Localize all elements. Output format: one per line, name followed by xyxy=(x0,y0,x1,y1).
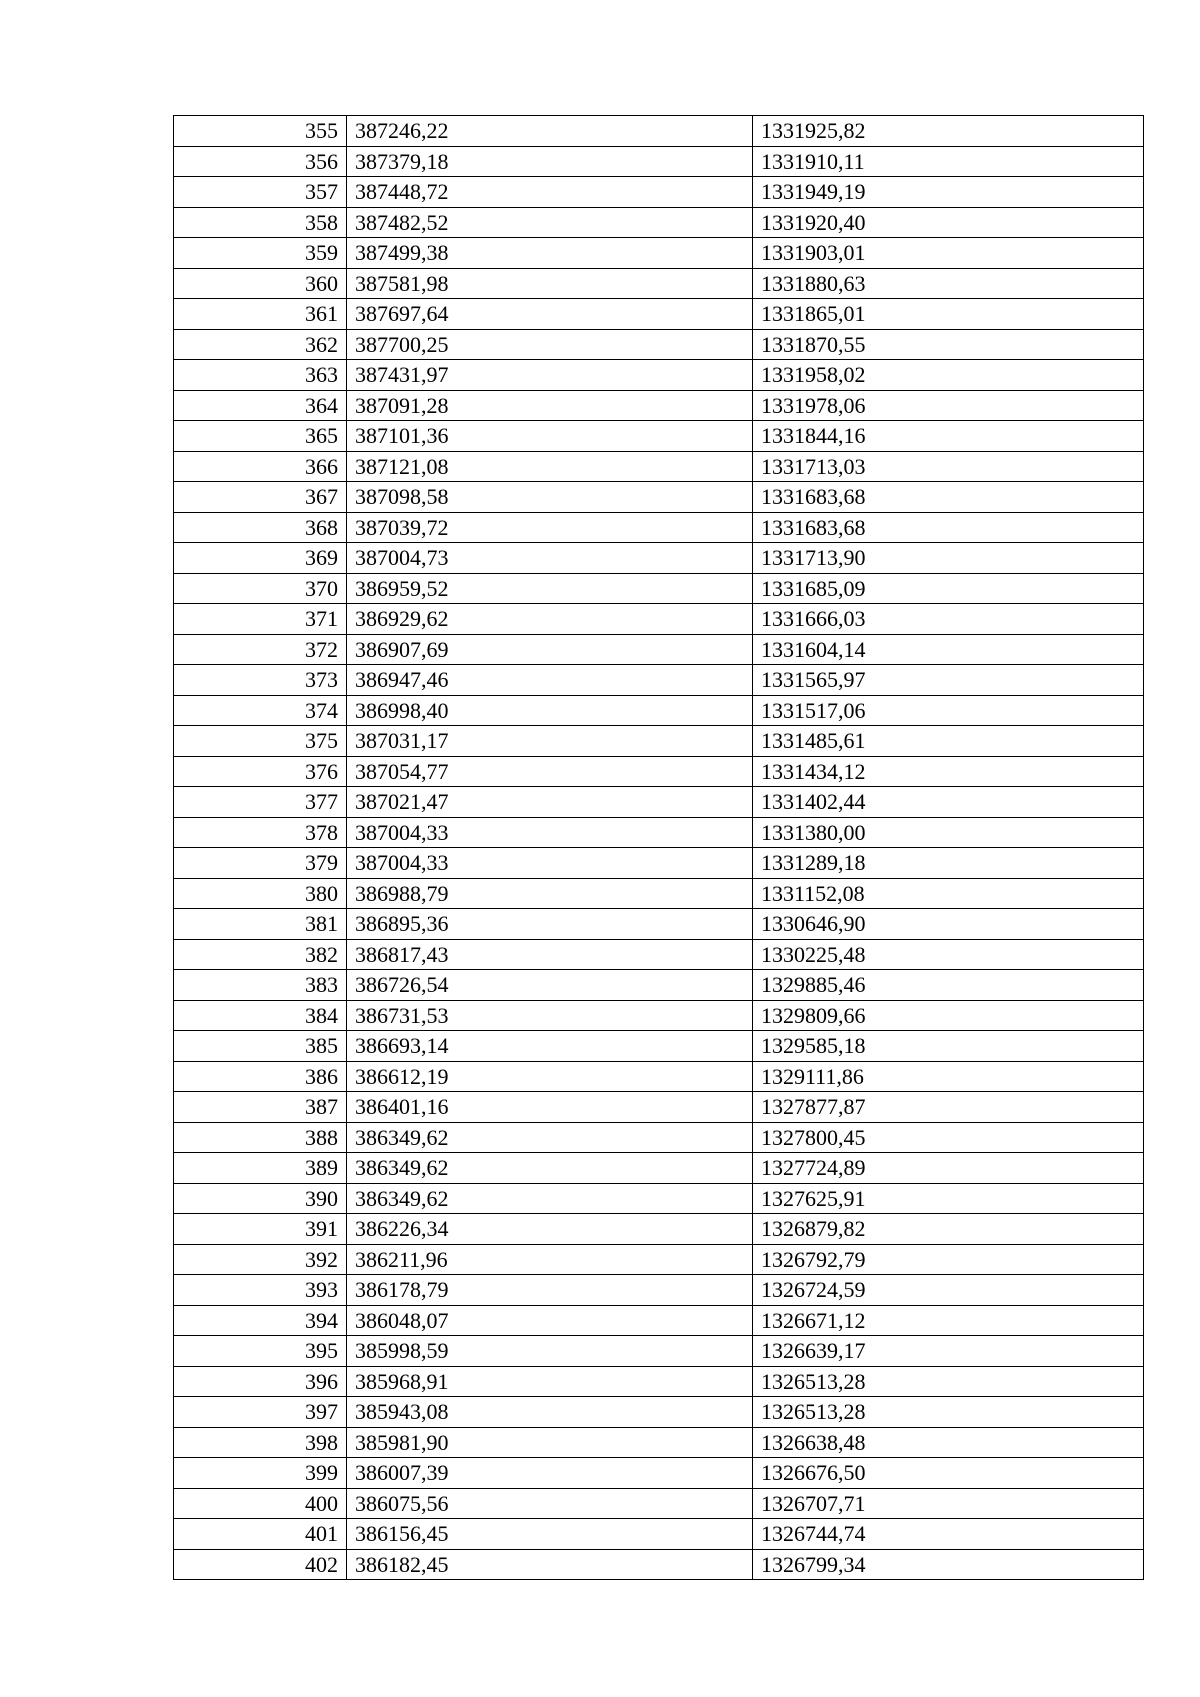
point-number-cell: 373 xyxy=(174,665,347,696)
table-row xyxy=(174,146,1144,177)
table-row xyxy=(174,177,1144,208)
point-number-cell: 382 xyxy=(174,939,347,970)
x-coordinate-cell: 386817,43 xyxy=(347,939,753,970)
y-coordinate-cell: 1326724,59 xyxy=(753,1275,1144,1306)
y-coordinate-cell: 1331713,03 xyxy=(753,451,1144,482)
x-coordinate-cell: 386693,14 xyxy=(347,1031,753,1062)
table-row xyxy=(174,573,1144,604)
table-row xyxy=(174,1275,1144,1306)
y-coordinate-cell: 1326513,28 xyxy=(753,1397,1144,1428)
point-number-cell: 396 xyxy=(174,1366,347,1397)
table-row xyxy=(174,1458,1144,1489)
y-coordinate-cell: 1326638,48 xyxy=(753,1427,1144,1458)
coordinates-table xyxy=(173,115,1144,1580)
table-row xyxy=(174,848,1144,879)
table-row xyxy=(174,1549,1144,1580)
x-coordinate-cell: 386182,45 xyxy=(347,1549,753,1580)
point-number-cell: 360 xyxy=(174,268,347,299)
table-row xyxy=(174,299,1144,330)
point-number-cell: 399 xyxy=(174,1458,347,1489)
x-coordinate-cell: 386226,34 xyxy=(347,1214,753,1245)
table-row xyxy=(174,695,1144,726)
y-coordinate-cell: 1331865,01 xyxy=(753,299,1144,330)
table-row xyxy=(174,1244,1144,1275)
y-coordinate-cell: 1326639,17 xyxy=(753,1336,1144,1367)
point-number-cell: 358 xyxy=(174,207,347,238)
x-coordinate-cell: 387499,38 xyxy=(347,238,753,269)
table-row xyxy=(174,207,1144,238)
point-number-cell: 381 xyxy=(174,909,347,940)
y-coordinate-cell: 1331685,09 xyxy=(753,573,1144,604)
table-row xyxy=(174,1336,1144,1367)
point-number-cell: 377 xyxy=(174,787,347,818)
y-coordinate-cell: 1331434,12 xyxy=(753,756,1144,787)
point-number-cell: 394 xyxy=(174,1305,347,1336)
x-coordinate-cell: 386998,40 xyxy=(347,695,753,726)
y-coordinate-cell: 1326879,82 xyxy=(753,1214,1144,1245)
y-coordinate-cell: 1331152,08 xyxy=(753,878,1144,909)
y-coordinate-cell: 1331903,01 xyxy=(753,238,1144,269)
y-coordinate-cell: 1331565,97 xyxy=(753,665,1144,696)
point-number-cell: 375 xyxy=(174,726,347,757)
x-coordinate-cell: 386048,07 xyxy=(347,1305,753,1336)
x-coordinate-cell: 386401,16 xyxy=(347,1092,753,1123)
y-coordinate-cell: 1327877,87 xyxy=(753,1092,1144,1123)
table-row xyxy=(174,1153,1144,1184)
x-coordinate-cell: 386731,53 xyxy=(347,1000,753,1031)
point-number-cell: 357 xyxy=(174,177,347,208)
table-row xyxy=(174,1092,1144,1123)
table-row xyxy=(174,1061,1144,1092)
point-number-cell: 383 xyxy=(174,970,347,1001)
table-row xyxy=(174,268,1144,299)
x-coordinate-cell: 387101,36 xyxy=(347,421,753,452)
y-coordinate-cell: 1331380,00 xyxy=(753,817,1144,848)
y-coordinate-cell: 1331910,11 xyxy=(753,146,1144,177)
y-coordinate-cell: 1331517,06 xyxy=(753,695,1144,726)
x-coordinate-cell: 387431,97 xyxy=(347,360,753,391)
point-number-cell: 393 xyxy=(174,1275,347,1306)
table-row xyxy=(174,1519,1144,1550)
y-coordinate-cell: 1330646,90 xyxy=(753,909,1144,940)
x-coordinate-cell: 386075,56 xyxy=(347,1488,753,1519)
table-row xyxy=(174,1183,1144,1214)
table-row xyxy=(174,1366,1144,1397)
y-coordinate-cell: 1326676,50 xyxy=(753,1458,1144,1489)
y-coordinate-cell: 1329111,86 xyxy=(753,1061,1144,1092)
table-row xyxy=(174,512,1144,543)
y-coordinate-cell: 1329809,66 xyxy=(753,1000,1144,1031)
x-coordinate-cell: 386178,79 xyxy=(347,1275,753,1306)
x-coordinate-cell: 385943,08 xyxy=(347,1397,753,1428)
y-coordinate-cell: 1329585,18 xyxy=(753,1031,1144,1062)
y-coordinate-cell: 1326744,74 xyxy=(753,1519,1144,1550)
y-coordinate-cell: 1331485,61 xyxy=(753,726,1144,757)
table-row xyxy=(174,604,1144,635)
x-coordinate-cell: 386895,36 xyxy=(347,909,753,940)
y-coordinate-cell: 1331844,16 xyxy=(753,421,1144,452)
x-coordinate-cell: 386156,45 xyxy=(347,1519,753,1550)
point-number-cell: 398 xyxy=(174,1427,347,1458)
x-coordinate-cell: 386947,46 xyxy=(347,665,753,696)
point-number-cell: 386 xyxy=(174,1061,347,1092)
point-number-cell: 366 xyxy=(174,451,347,482)
x-coordinate-cell: 386349,62 xyxy=(347,1153,753,1184)
x-coordinate-cell: 385998,59 xyxy=(347,1336,753,1367)
y-coordinate-cell: 1331713,90 xyxy=(753,543,1144,574)
x-coordinate-cell: 386907,69 xyxy=(347,634,753,665)
x-coordinate-cell: 386612,19 xyxy=(347,1061,753,1092)
y-coordinate-cell: 1331402,44 xyxy=(753,787,1144,818)
x-coordinate-cell: 387581,98 xyxy=(347,268,753,299)
point-number-cell: 389 xyxy=(174,1153,347,1184)
x-coordinate-cell: 387379,18 xyxy=(347,146,753,177)
y-coordinate-cell: 1331683,68 xyxy=(753,512,1144,543)
table-row xyxy=(174,329,1144,360)
x-coordinate-cell: 385968,91 xyxy=(347,1366,753,1397)
table-row xyxy=(174,726,1144,757)
x-coordinate-cell: 387448,72 xyxy=(347,177,753,208)
table-row xyxy=(174,421,1144,452)
point-number-cell: 385 xyxy=(174,1031,347,1062)
y-coordinate-cell: 1326707,71 xyxy=(753,1488,1144,1519)
x-coordinate-cell: 387004,73 xyxy=(347,543,753,574)
x-coordinate-cell: 386349,62 xyxy=(347,1183,753,1214)
x-coordinate-cell: 387004,33 xyxy=(347,848,753,879)
x-coordinate-cell: 386929,62 xyxy=(347,604,753,635)
y-coordinate-cell: 1331958,02 xyxy=(753,360,1144,391)
table-row xyxy=(174,1214,1144,1245)
y-coordinate-cell: 1326513,28 xyxy=(753,1366,1144,1397)
x-coordinate-cell: 386211,96 xyxy=(347,1244,753,1275)
point-number-cell: 401 xyxy=(174,1519,347,1550)
y-coordinate-cell: 1330225,48 xyxy=(753,939,1144,970)
point-number-cell: 356 xyxy=(174,146,347,177)
point-number-cell: 372 xyxy=(174,634,347,665)
table-row xyxy=(174,482,1144,513)
point-number-cell: 367 xyxy=(174,482,347,513)
point-number-cell: 392 xyxy=(174,1244,347,1275)
y-coordinate-cell: 1331920,40 xyxy=(753,207,1144,238)
point-number-cell: 365 xyxy=(174,421,347,452)
y-coordinate-cell: 1331978,06 xyxy=(753,390,1144,421)
y-coordinate-cell: 1331683,68 xyxy=(753,482,1144,513)
x-coordinate-cell: 387482,52 xyxy=(347,207,753,238)
table-row xyxy=(174,970,1144,1001)
table-row xyxy=(174,360,1144,391)
y-coordinate-cell: 1331666,03 xyxy=(753,604,1144,635)
point-number-cell: 391 xyxy=(174,1214,347,1245)
point-number-cell: 369 xyxy=(174,543,347,574)
point-number-cell: 395 xyxy=(174,1336,347,1367)
point-number-cell: 380 xyxy=(174,878,347,909)
table-row xyxy=(174,238,1144,269)
y-coordinate-cell: 1331880,63 xyxy=(753,268,1144,299)
point-number-cell: 370 xyxy=(174,573,347,604)
table-row xyxy=(174,1000,1144,1031)
x-coordinate-cell: 387246,22 xyxy=(347,116,753,147)
x-coordinate-cell: 387021,47 xyxy=(347,787,753,818)
y-coordinate-cell: 1327724,89 xyxy=(753,1153,1144,1184)
y-coordinate-cell: 1331949,19 xyxy=(753,177,1144,208)
x-coordinate-cell: 387004,33 xyxy=(347,817,753,848)
table-row xyxy=(174,1122,1144,1153)
point-number-cell: 368 xyxy=(174,512,347,543)
x-coordinate-cell: 387700,25 xyxy=(347,329,753,360)
table-row xyxy=(174,451,1144,482)
point-number-cell: 379 xyxy=(174,848,347,879)
point-number-cell: 364 xyxy=(174,390,347,421)
y-coordinate-cell: 1331289,18 xyxy=(753,848,1144,879)
point-number-cell: 359 xyxy=(174,238,347,269)
coordinates-table-body xyxy=(174,116,1144,1580)
y-coordinate-cell: 1331925,82 xyxy=(753,116,1144,147)
point-number-cell: 388 xyxy=(174,1122,347,1153)
point-number-cell: 378 xyxy=(174,817,347,848)
table-row xyxy=(174,1427,1144,1458)
x-coordinate-cell: 387031,17 xyxy=(347,726,753,757)
point-number-cell: 363 xyxy=(174,360,347,391)
y-coordinate-cell: 1329885,46 xyxy=(753,970,1144,1001)
table-row xyxy=(174,756,1144,787)
table-row xyxy=(174,878,1144,909)
x-coordinate-cell: 387098,58 xyxy=(347,482,753,513)
y-coordinate-cell: 1326792,79 xyxy=(753,1244,1144,1275)
y-coordinate-cell: 1327625,91 xyxy=(753,1183,1144,1214)
table-row xyxy=(174,634,1144,665)
point-number-cell: 355 xyxy=(174,116,347,147)
table-row xyxy=(174,1031,1144,1062)
y-coordinate-cell: 1326799,34 xyxy=(753,1549,1144,1580)
point-number-cell: 390 xyxy=(174,1183,347,1214)
x-coordinate-cell: 385981,90 xyxy=(347,1427,753,1458)
point-number-cell: 374 xyxy=(174,695,347,726)
point-number-cell: 400 xyxy=(174,1488,347,1519)
table-row xyxy=(174,390,1144,421)
x-coordinate-cell: 386988,79 xyxy=(347,878,753,909)
table-row xyxy=(174,817,1144,848)
table-row xyxy=(174,665,1144,696)
table-row xyxy=(174,543,1144,574)
table-row xyxy=(174,787,1144,818)
point-number-cell: 402 xyxy=(174,1549,347,1580)
x-coordinate-cell: 386349,62 xyxy=(347,1122,753,1153)
table-row xyxy=(174,1488,1144,1519)
point-number-cell: 397 xyxy=(174,1397,347,1428)
x-coordinate-cell: 387091,28 xyxy=(347,390,753,421)
table-row xyxy=(174,1397,1144,1428)
point-number-cell: 362 xyxy=(174,329,347,360)
point-number-cell: 384 xyxy=(174,1000,347,1031)
table-row xyxy=(174,939,1144,970)
table-row xyxy=(174,1305,1144,1336)
x-coordinate-cell: 386959,52 xyxy=(347,573,753,604)
table-row xyxy=(174,909,1144,940)
x-coordinate-cell: 387054,77 xyxy=(347,756,753,787)
x-coordinate-cell: 387121,08 xyxy=(347,451,753,482)
x-coordinate-cell: 387697,64 xyxy=(347,299,753,330)
point-number-cell: 387 xyxy=(174,1092,347,1123)
x-coordinate-cell: 386007,39 xyxy=(347,1458,753,1489)
y-coordinate-cell: 1331604,14 xyxy=(753,634,1144,665)
y-coordinate-cell: 1326671,12 xyxy=(753,1305,1144,1336)
point-number-cell: 376 xyxy=(174,756,347,787)
x-coordinate-cell: 387039,72 xyxy=(347,512,753,543)
y-coordinate-cell: 1331870,55 xyxy=(753,329,1144,360)
point-number-cell: 361 xyxy=(174,299,347,330)
y-coordinate-cell: 1327800,45 xyxy=(753,1122,1144,1153)
table-row xyxy=(174,116,1144,147)
point-number-cell: 371 xyxy=(174,604,347,635)
x-coordinate-cell: 386726,54 xyxy=(347,970,753,1001)
